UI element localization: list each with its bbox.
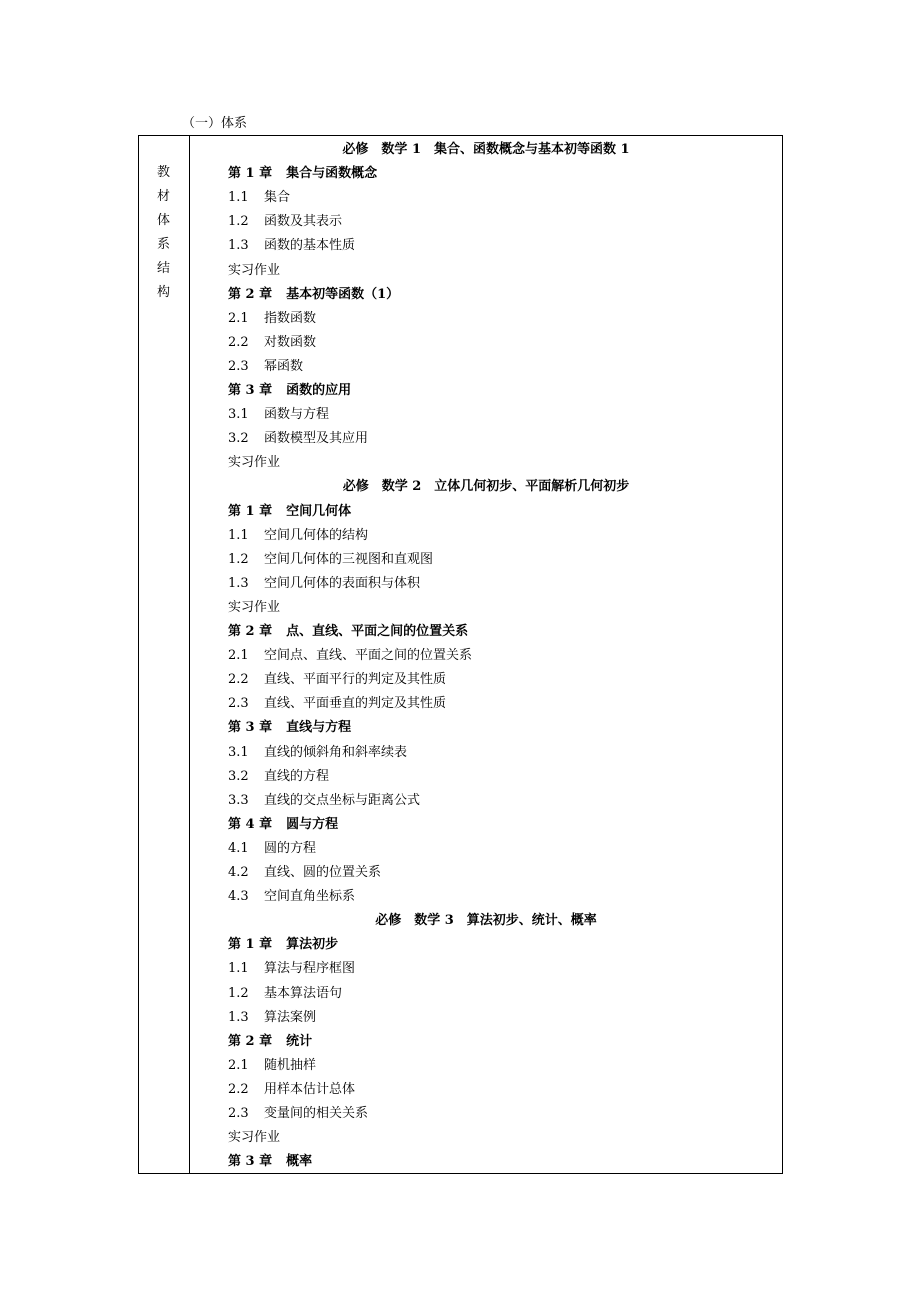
chapter-number: 第 1 章 <box>228 503 273 519</box>
section-number: 2.1 <box>228 1057 249 1073</box>
module-heading: 必修 数学 2 立体几何初步、平面解析几何初步 <box>342 479 630 495</box>
section-number: 1.3 <box>228 575 249 591</box>
section-item <box>228 1006 316 1030</box>
section-title-text: 函数及其表示 <box>264 214 343 230</box>
section-number: 3.3 <box>228 792 249 808</box>
section-title-text: 圆的方程 <box>264 840 317 856</box>
chapter-heading <box>228 283 399 307</box>
chapter-heading <box>228 813 338 837</box>
section-title-text: 空间几何体的三视图和直观图 <box>264 551 434 567</box>
section-number: 1.3 <box>228 238 249 254</box>
chapter-number: 第 2 章 <box>228 624 273 639</box>
chapter-heading <box>228 162 377 186</box>
chapter-heading <box>228 500 351 524</box>
section-title-text: 函数的基本性质 <box>264 238 356 254</box>
chapter-title: 点、直线、平面之间的位置关系 <box>286 624 469 639</box>
section-number: 1.1 <box>228 961 249 977</box>
section-number: 1.2 <box>228 214 249 230</box>
chapter-heading <box>228 716 351 740</box>
section-number: 1.2 <box>228 551 249 567</box>
chapter-title: 直线与方程 <box>286 720 352 736</box>
section-title-text: 空间直角坐标系 <box>264 889 356 905</box>
section-title-text: 对数函数 <box>264 334 317 350</box>
section-title-text: 幂函数 <box>264 358 304 374</box>
section-title-text: 直线、圆的位置关系 <box>264 865 382 880</box>
section-title-text: 基本算法语句 <box>264 985 343 1001</box>
chapter-title: 函数的应用 <box>286 383 352 398</box>
section-item <box>228 331 316 355</box>
section-item <box>228 1054 316 1078</box>
chapter-heading <box>228 1150 312 1174</box>
structure-content-column <box>190 136 782 1173</box>
section-item <box>228 957 355 981</box>
section-number: 2.3 <box>228 696 249 712</box>
chapter-title: 圆与方程 <box>286 816 339 832</box>
section-number: 2.3 <box>228 358 249 374</box>
chapter-heading <box>228 1030 312 1054</box>
section-number: 3.1 <box>228 407 249 423</box>
section-title-text: 算法案例 <box>264 1009 317 1025</box>
section-title-text: 随机抽样 <box>264 1057 317 1073</box>
section-title-text: 空间几何体的结构 <box>264 527 369 543</box>
chapter-number: 第 3 章 <box>228 383 273 398</box>
chapter-title: 基本初等函数（1） <box>286 286 400 302</box>
module-heading: 必修 数学 3 算法初步、统计、概率 <box>375 913 597 929</box>
section-item <box>228 789 420 813</box>
section-number: 2.3 <box>228 1106 249 1121</box>
structure-label-char: 体 <box>156 213 170 228</box>
section-item <box>228 427 368 451</box>
section-number: 2.2 <box>228 334 249 350</box>
section-number: 3.1 <box>228 744 249 760</box>
section-number: 1.1 <box>228 527 249 543</box>
section-item <box>228 210 342 234</box>
chapter-title: 空间几何体 <box>286 503 352 519</box>
section-number: 1.3 <box>228 1009 249 1025</box>
section-title-text: 集合 <box>264 190 291 206</box>
section-item <box>228 186 290 210</box>
chapter-number: 第 1 章 <box>228 937 273 953</box>
structure-label-char: 系 <box>156 237 170 252</box>
section-number: 1.1 <box>228 190 249 206</box>
section-title-text: 用样本估计总体 <box>264 1081 356 1097</box>
section-title-text: 直线的交点坐标与距离公式 <box>264 792 421 808</box>
section-number: 4.1 <box>228 840 249 856</box>
section-item <box>228 403 329 427</box>
section-title-text: 空间几何体的表面积与体积 <box>264 575 421 591</box>
chapter-number: 第 1 章 <box>228 166 273 182</box>
section-item <box>228 837 316 861</box>
section-item <box>228 861 381 885</box>
section-title: （一）体系 <box>182 116 248 131</box>
structure-label-char: 构 <box>156 285 170 300</box>
section-item <box>228 765 329 789</box>
chapter-number: 第 3 章 <box>228 720 273 736</box>
module-heading: 必修 数学 1 集合、函数概念与基本初等函数 1 <box>342 142 630 157</box>
chapter-heading <box>228 620 468 644</box>
textbook-structure-table <box>138 135 783 1174</box>
section-item <box>228 524 368 548</box>
practice-assignment: 实习作业 <box>228 1130 281 1146</box>
structure-label-char: 材 <box>156 189 170 204</box>
chapter-number: 第 2 章 <box>228 286 273 302</box>
section-item <box>228 572 420 596</box>
practice-assignment: 实习作业 <box>228 455 281 471</box>
section-item <box>228 741 407 765</box>
section-item <box>228 668 446 692</box>
section-title-text: 函数与方程 <box>264 407 330 423</box>
section-item <box>228 548 433 572</box>
chapter-number: 第 4 章 <box>228 816 273 832</box>
structure-label-column <box>139 136 190 1173</box>
chapter-heading <box>228 933 338 957</box>
section-item <box>228 1102 368 1126</box>
section-number: 2.2 <box>228 1081 249 1097</box>
practice-assignment: 实习作业 <box>228 599 281 615</box>
section-item <box>228 982 342 1006</box>
chapter-number: 第 3 章 <box>228 1154 273 1170</box>
section-number: 1.2 <box>228 985 249 1001</box>
chapter-heading <box>228 379 351 403</box>
section-item <box>228 355 303 379</box>
section-title-text: 函数模型及其应用 <box>264 431 369 447</box>
section-title-text: 直线、平面平行的判定及其性质 <box>264 672 447 688</box>
chapter-number: 第 2 章 <box>228 1033 273 1049</box>
section-number: 3.2 <box>228 768 249 784</box>
section-title-text: 直线的方程 <box>264 768 330 784</box>
section-number: 2.1 <box>228 310 249 326</box>
section-title-text: 算法与程序框图 <box>264 961 356 977</box>
chapter-title: 算法初步 <box>286 937 339 953</box>
section-title-text: 直线、平面垂直的判定及其性质 <box>264 696 447 712</box>
chapter-title: 集合与函数概念 <box>286 166 378 182</box>
section-item <box>228 307 316 331</box>
practice-assignment: 实习作业 <box>228 262 281 278</box>
section-item <box>228 234 355 258</box>
section-item <box>228 1078 355 1102</box>
structure-label-char: 结 <box>156 261 170 276</box>
section-title-text: 变量间的相关关系 <box>264 1106 369 1121</box>
section-number: 2.1 <box>228 648 249 664</box>
section-item <box>228 692 446 716</box>
section-title-text: 空间点、直线、平面之间的位置关系 <box>264 648 473 664</box>
structure-label-char: 教 <box>156 165 170 180</box>
section-item <box>228 885 355 909</box>
chapter-title: 概率 <box>286 1154 313 1170</box>
chapter-title: 统计 <box>286 1033 313 1049</box>
section-item <box>228 644 472 668</box>
section-number: 3.2 <box>228 431 249 447</box>
section-number: 2.2 <box>228 672 249 688</box>
section-title-text: 直线的倾斜角和斜率续表 <box>264 744 408 760</box>
section-number: 4.3 <box>228 889 249 905</box>
section-number: 4.2 <box>228 865 249 880</box>
section-title-text: 指数函数 <box>264 310 317 326</box>
